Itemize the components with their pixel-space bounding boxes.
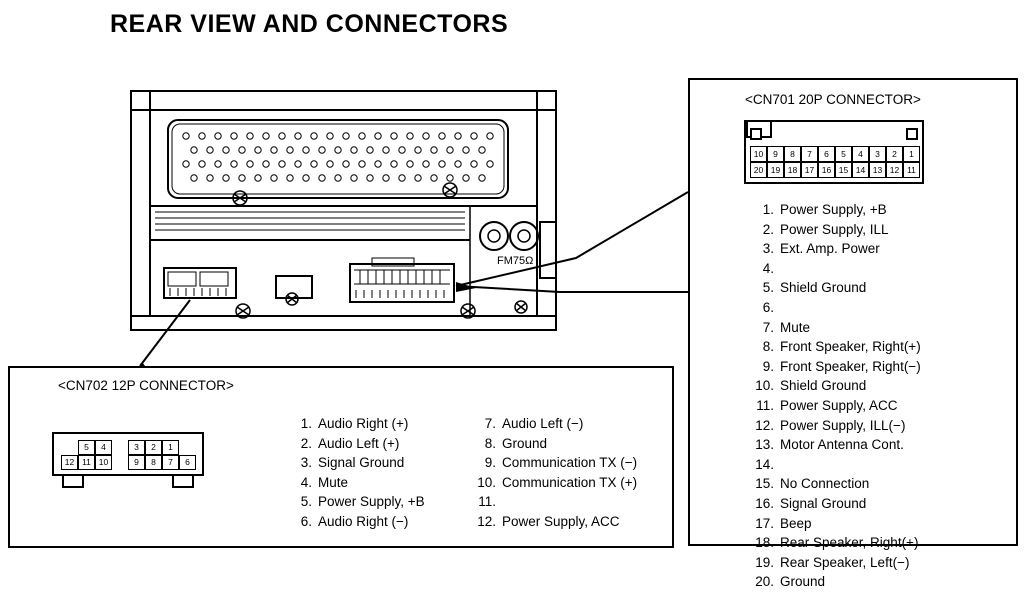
- pin-number: 1.: [300, 416, 312, 431]
- connector-pin-cell: 2: [886, 146, 903, 162]
- connector-pin-cell: 9: [128, 455, 145, 470]
- pin-label: Shield Ground: [780, 378, 867, 394]
- connector-pin-cell: 10: [750, 146, 767, 162]
- pin-row: [286, 492, 425, 512]
- pin-label: Audio Left (−): [502, 416, 584, 431]
- pin-label: Power Supply, ACC: [502, 513, 620, 529]
- pin-row: [748, 455, 921, 475]
- pin-row: [748, 435, 921, 455]
- connector-pin-cell: 1: [162, 440, 179, 455]
- pin-number: 12.: [477, 513, 496, 529]
- pin-row: [748, 298, 921, 318]
- connector-pin-cell: 15: [835, 162, 852, 178]
- connector-pin-cell: 7: [801, 146, 818, 162]
- pin-label: Power Supply, ILL(−): [780, 417, 906, 433]
- pin-label: Front Speaker, Right(−): [780, 358, 921, 374]
- pin-number: 10.: [755, 378, 774, 394]
- connector-pin-cell: 17: [801, 162, 818, 178]
- cn702-connector-pinout-drawing: [52, 432, 204, 476]
- cn701-pin-list: [748, 200, 921, 592]
- connector-pin-cell: 12: [886, 162, 903, 178]
- pin-row: [470, 492, 637, 512]
- connector-pin-cell: 3: [869, 146, 886, 162]
- cn702-pin-row-top: [78, 440, 179, 455]
- pin-number: 19.: [755, 554, 774, 570]
- pin-number: 3.: [300, 455, 312, 471]
- pin-row: [748, 259, 921, 279]
- pin-number: 18.: [755, 535, 774, 551]
- pin-row: [748, 494, 921, 514]
- cn701-connector-pinout-drawing: [744, 120, 924, 184]
- pin-label: Front Speaker, Right(+): [780, 339, 921, 355]
- connector-pin-cell: 4: [95, 440, 112, 455]
- pin-number: 20.: [755, 574, 774, 590]
- cn702-pin-list-right: [470, 414, 637, 532]
- cn701-left-notch: [750, 128, 762, 140]
- connector-gap: [112, 440, 128, 455]
- pin-row: [748, 376, 921, 396]
- pin-label: Ground: [502, 435, 548, 451]
- pin-row: [748, 514, 921, 534]
- connector-pin-cell: 7: [162, 455, 179, 470]
- pin-label: Mute: [780, 319, 811, 335]
- pin-row: [748, 239, 921, 259]
- pin-number: 12.: [755, 417, 774, 433]
- pin-number: 13.: [755, 437, 774, 453]
- pin-row: [286, 453, 425, 473]
- pin-row: [286, 414, 425, 434]
- cn702-leg-left: [62, 476, 84, 488]
- pin-label: Communication TX (+): [502, 474, 638, 490]
- pin-number: 11.: [478, 494, 496, 510]
- pin-label: Mute: [318, 474, 349, 490]
- pin-row: [748, 533, 921, 553]
- pin-number: 4.: [300, 474, 312, 490]
- connector-pin-cell: 16: [818, 162, 835, 178]
- connector-pin-cell: 20: [750, 162, 767, 178]
- pin-row: [748, 572, 921, 592]
- pin-label: Beep: [780, 515, 812, 531]
- pin-row: [470, 512, 637, 532]
- pin-row: [748, 337, 921, 357]
- connector-pin-cell: 10: [95, 455, 112, 470]
- pin-row: [748, 220, 921, 240]
- cn702-pin-row-bottom: [61, 455, 196, 470]
- connector-pin-cell: 6: [818, 146, 835, 162]
- cn702-connector-legs: [52, 476, 204, 490]
- pin-number: 8.: [762, 339, 774, 355]
- pin-row: [748, 200, 921, 220]
- pin-label: Signal Ground: [780, 495, 867, 511]
- connector-pin-cell: 11: [78, 455, 95, 470]
- pin-number: 10.: [477, 474, 496, 490]
- connector-pin-cell: 1: [903, 146, 920, 162]
- pin-number: 8.: [484, 435, 496, 451]
- pin-label: Rear Speaker, Right(+): [780, 535, 919, 551]
- connector-pin-cell: 8: [145, 455, 162, 470]
- connector-pin-cell: 9: [767, 146, 784, 162]
- cn702-title: <CN702 12P CONNECTOR>: [58, 378, 234, 393]
- pin-number: 5.: [300, 494, 312, 510]
- connector-pin-cell: 5: [835, 146, 852, 162]
- pin-label: Shield Ground: [780, 280, 867, 296]
- cn701-title: <CN701 20P CONNECTOR>: [745, 92, 921, 107]
- pin-number: 15.: [755, 476, 774, 492]
- pin-number: 16.: [755, 495, 774, 511]
- cn701-right-notch: [906, 128, 918, 140]
- pin-number: 3.: [762, 241, 774, 257]
- cn701-pin-row-top: [750, 146, 920, 162]
- pin-row: [470, 414, 637, 434]
- pin-label: Audio Left (+): [318, 435, 400, 451]
- cn702-leg-right: [172, 476, 194, 488]
- connector-pin-cell: 11: [903, 162, 920, 178]
- pin-label: Power Supply, +B: [780, 202, 887, 217]
- pin-row: [748, 278, 921, 298]
- pin-number: 2.: [300, 435, 312, 451]
- pin-number: 7.: [484, 416, 496, 431]
- connector-pin-cell: 19: [767, 162, 784, 178]
- pin-row: [748, 553, 921, 573]
- pin-number: 14.: [755, 456, 774, 472]
- fuse-label: FM75Ω: [497, 255, 534, 267]
- pin-label: Power Supply, ILL: [780, 221, 889, 237]
- pin-number: 2.: [762, 221, 774, 237]
- pin-row: [286, 512, 425, 532]
- pin-row: [748, 396, 921, 416]
- connector-pin-cell: 6: [179, 455, 196, 470]
- pin-label: Power Supply, ACC: [780, 397, 898, 413]
- pin-row: [470, 453, 637, 473]
- pin-row: [286, 473, 425, 493]
- connector-pin-cell: 3: [128, 440, 145, 455]
- pin-number: 17.: [755, 515, 774, 531]
- pin-label: Rear Speaker, Left(−): [780, 554, 910, 570]
- pin-label: No Connection: [780, 476, 870, 492]
- connector-pin-cell: 4: [852, 146, 869, 162]
- pin-row: [470, 434, 637, 454]
- connector-pin-cell: 2: [145, 440, 162, 455]
- cn702-pin-list-left: [286, 414, 425, 532]
- connector-pin-cell: 5: [78, 440, 95, 455]
- pin-label: Ext. Amp. Power: [780, 241, 880, 257]
- pin-label: Signal Ground: [318, 455, 405, 471]
- pin-label: Motor Antenna Cont.: [780, 437, 904, 453]
- pin-label: Ground: [780, 574, 826, 590]
- pin-label: Audio Right (−): [318, 513, 409, 529]
- pin-number: 6.: [300, 513, 312, 529]
- connector-pin-cell: 13: [869, 162, 886, 178]
- pin-number: 7.: [762, 319, 774, 335]
- pin-number: 9.: [484, 455, 496, 471]
- pin-label: Audio Right (+): [318, 416, 409, 431]
- connector-pin-cell: 14: [852, 162, 869, 178]
- pin-number: 4.: [762, 260, 774, 276]
- pin-number: 5.: [762, 280, 774, 296]
- pin-number: 1.: [762, 202, 774, 217]
- pin-number: 6.: [762, 299, 774, 315]
- connector-pin-cell: 18: [784, 162, 801, 178]
- cn701-pin-row-bottom: [750, 162, 920, 178]
- connector-gap: [112, 455, 128, 470]
- page-title: REAR VIEW AND CONNECTORS: [110, 10, 509, 38]
- pin-row: [748, 357, 921, 377]
- connector-pin-cell: 8: [784, 146, 801, 162]
- pin-label: Power Supply, +B: [318, 494, 425, 510]
- pin-row: [748, 318, 921, 338]
- pin-label: Communication TX (−): [502, 455, 638, 471]
- pin-number: 11.: [756, 397, 774, 413]
- pin-row: [470, 473, 637, 493]
- connector-pin-cell: 12: [61, 455, 78, 470]
- pin-number: 9.: [762, 358, 774, 374]
- pin-row: [748, 416, 921, 436]
- pin-row: [748, 474, 921, 494]
- pin-row: [286, 434, 425, 454]
